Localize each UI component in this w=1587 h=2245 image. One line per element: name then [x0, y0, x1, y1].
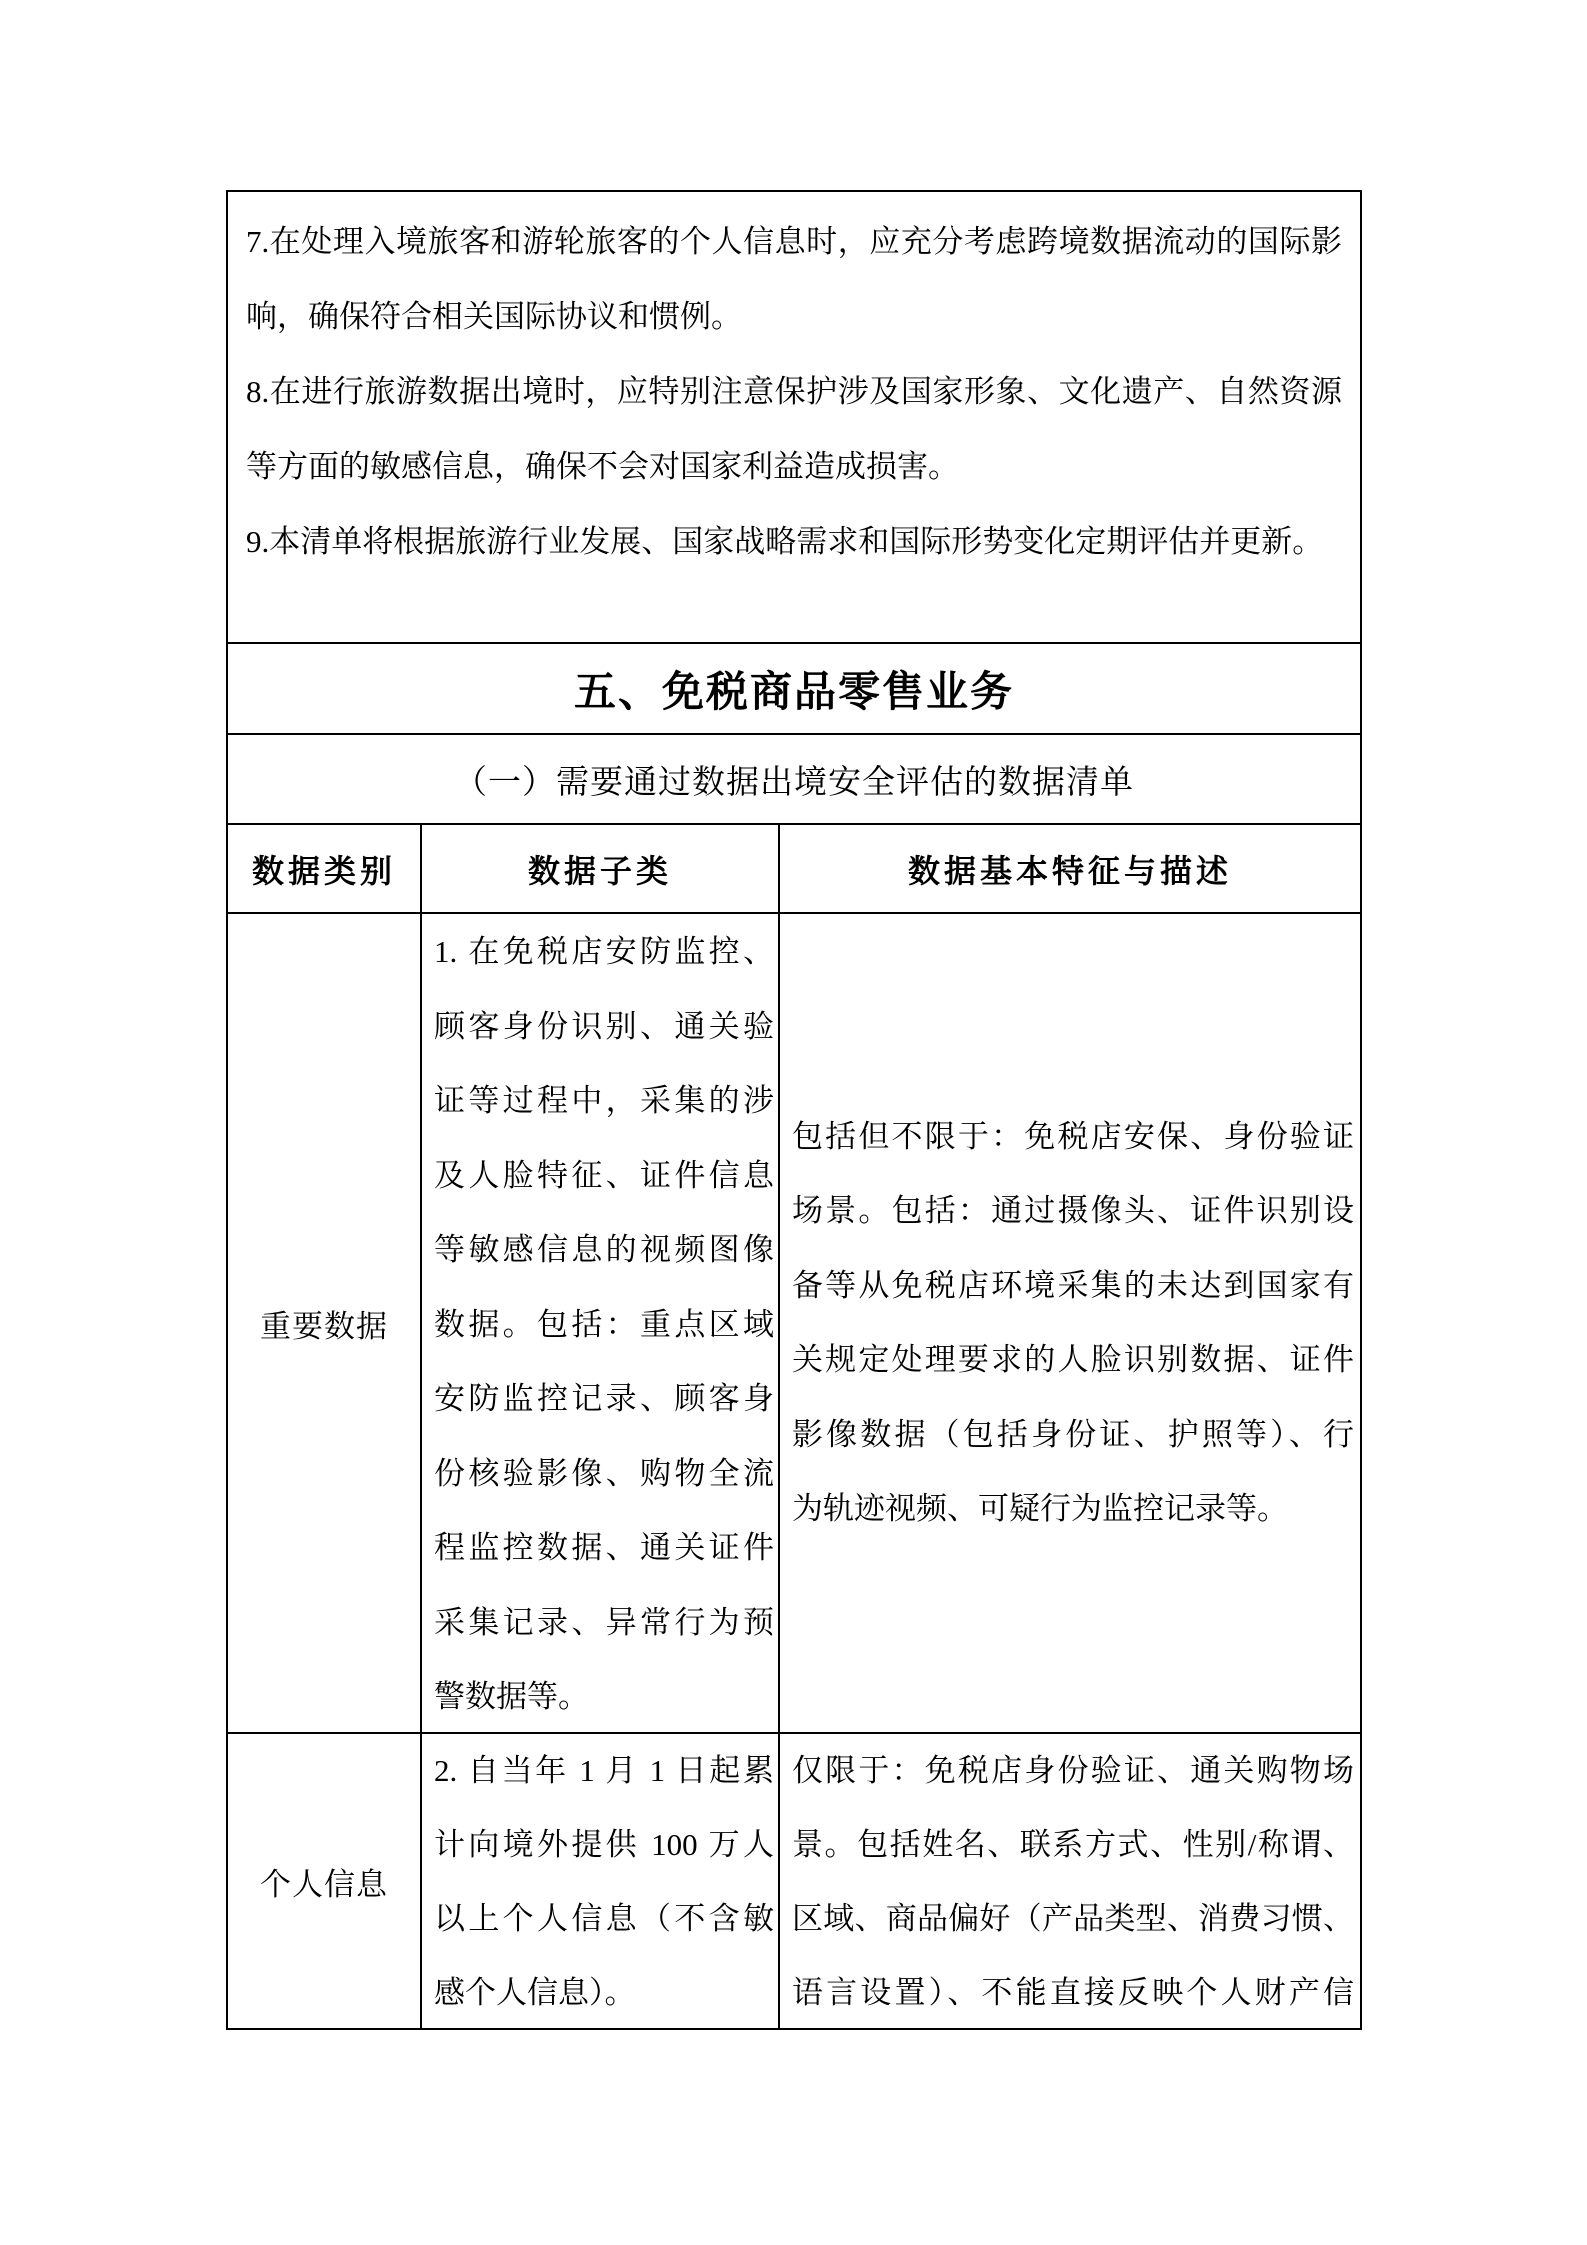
table-header-row — [228, 823, 1360, 912]
description-text-continued: 仅限于：免税店身份验证、通关购物场 景。包括姓名、联系方式、性别/称谓、 区域、商品偏好（产品类型、消费习惯、 语言设置）、不能直接反映个人财产信 — [792, 1753, 1354, 2010]
subcategory-text: 2. 自当年 1 月 1 日起累 计向境外提供 100 万人 以上个人信息（不含敏 感个人信息）。 — [434, 1753, 774, 2010]
category-cell: 重要数据 — [260, 1308, 388, 1344]
note-paragraph-9: 9.本清单将根据旅游行业发展、国家战略需求和国际形势变化定期评估并更新。 — [246, 524, 1324, 559]
header-cell-category: 数据类别 — [251, 852, 396, 889]
subcategory-cell — [420, 914, 778, 1732]
subcategory-text: 1. 在免税店安防监控、 顾客身份识别、通关验 证等过程中，采集的涉 及人脸特征、证件信息 等敏感信息的视频图像 数据。包括：重点区域 安防监控记录、顾客身 份核验影像、购物全流 程监控数据、通关证件 采集记录、异常行为预 警数据等。 — [434, 934, 774, 1714]
table-row-personal-info — [228, 1732, 1360, 2028]
section-title-row — [228, 642, 1360, 733]
note-paragraph-8: 8.在进行旅游数据出境时，应特别注意保护涉及国家形象、文化遗产、自然资源 等方面的敏感信息，确保不会对国家利益造成损害。 — [246, 374, 1342, 484]
description-cell — [778, 1734, 1360, 2028]
note-paragraph-7: 7.在处理入境旅客和游轮旅客的个人信息时，应充分考虑跨境数据流动的国际影 响，确保符合相关国际协议和惯例。 — [246, 224, 1342, 334]
subcategory-cell — [420, 1734, 778, 2028]
header-cell-subcategory: 数据子类 — [420, 825, 778, 912]
section-subtitle: （一）需要通过数据出境安全评估的数据清单 — [454, 764, 1134, 801]
category-cell: 个人信息 — [260, 1866, 388, 1902]
section-title: 五、免税商品零售业务 — [573, 667, 1014, 715]
section-subtitle-row — [228, 733, 1360, 823]
table-row-important-data — [228, 912, 1360, 1732]
header-cell-description: 数据基本特征与描述 — [778, 825, 1360, 912]
description-cell — [778, 914, 1360, 1732]
notes-cell — [228, 192, 1360, 642]
description-text: 包括但不限于：免税店安保、身份验证 场景。包括：通过摄像头、证件识别设 备等从免税店环境采集的未达到国家有 关规定处理要求的人脸识别数据、证件 影像数据（包括身份证、护照等）、行 为轨迹视频、可疑行为监控记录等。 — [792, 1118, 1354, 1526]
document-table — [226, 190, 1362, 2030]
